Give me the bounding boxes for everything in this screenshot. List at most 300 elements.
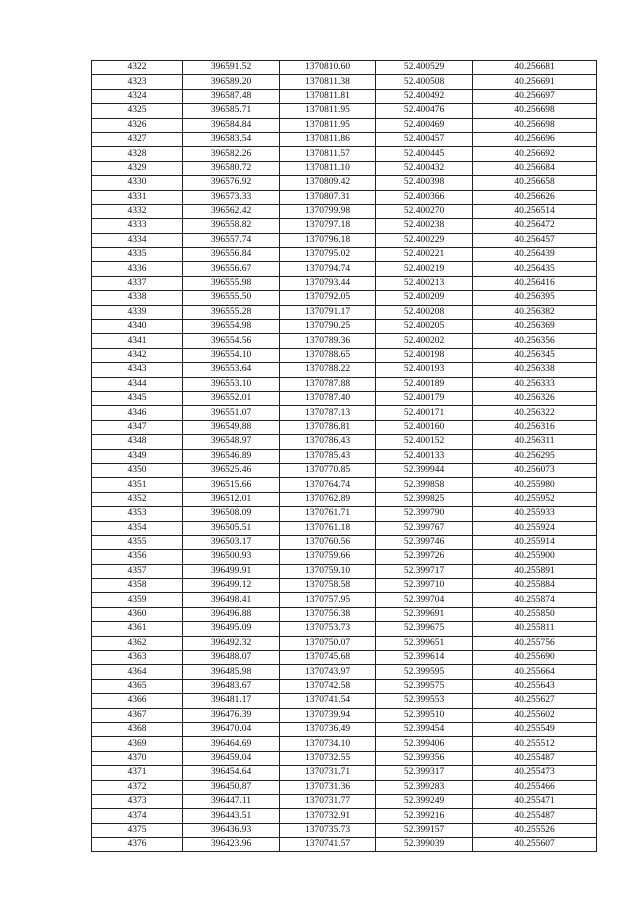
latitude-cell: 52.399691 <box>376 607 473 621</box>
longitude-cell: 40.255980 <box>473 478 597 492</box>
x-coordinate-cell: 396549.88 <box>183 420 280 434</box>
latitude-cell: 52.399858 <box>376 478 473 492</box>
longitude-cell: 40.256316 <box>473 420 597 434</box>
longitude-cell: 40.256696 <box>473 132 597 146</box>
longitude-cell: 40.255512 <box>473 737 597 751</box>
longitude-cell: 40.255526 <box>473 823 597 837</box>
table-row <box>92 132 597 146</box>
y-coordinate-cell: 1370787.40 <box>280 391 376 405</box>
x-coordinate-cell: 396553.10 <box>183 377 280 391</box>
longitude-cell: 40.256439 <box>473 248 597 262</box>
y-coordinate-cell: 1370809.42 <box>280 176 376 190</box>
y-coordinate-cell: 1370795.02 <box>280 248 376 262</box>
y-coordinate-cell: 1370739.94 <box>280 708 376 722</box>
point-number-cell: 4335 <box>92 248 183 262</box>
longitude-cell: 40.256691 <box>473 75 597 89</box>
longitude-cell: 40.255466 <box>473 780 597 794</box>
table-row <box>92 564 597 578</box>
latitude-cell: 52.400213 <box>376 276 473 290</box>
x-coordinate-cell: 396498.41 <box>183 593 280 607</box>
table-row <box>92 809 597 823</box>
longitude-cell: 40.255549 <box>473 722 597 736</box>
latitude-cell: 52.400270 <box>376 204 473 218</box>
table-row <box>92 794 597 808</box>
longitude-cell: 40.255891 <box>473 564 597 578</box>
longitude-cell: 40.255933 <box>473 507 597 521</box>
y-coordinate-cell: 1370811.81 <box>280 89 376 103</box>
y-coordinate-cell: 1370799.98 <box>280 204 376 218</box>
y-coordinate-cell: 1370786.81 <box>280 420 376 434</box>
longitude-cell: 40.256345 <box>473 348 597 362</box>
latitude-cell: 52.400229 <box>376 233 473 247</box>
y-coordinate-cell: 1370731.71 <box>280 766 376 780</box>
table-row <box>92 708 597 722</box>
latitude-cell: 52.400152 <box>376 435 473 449</box>
latitude-cell: 52.399317 <box>376 766 473 780</box>
longitude-cell: 40.255914 <box>473 535 597 549</box>
y-coordinate-cell: 1370761.71 <box>280 507 376 521</box>
table-row <box>92 823 597 837</box>
point-number-cell: 4352 <box>92 492 183 506</box>
point-number-cell: 4363 <box>92 651 183 665</box>
table-row <box>92 435 597 449</box>
y-coordinate-cell: 1370794.74 <box>280 262 376 276</box>
table-row <box>92 291 597 305</box>
longitude-cell: 40.255473 <box>473 766 597 780</box>
x-coordinate-cell: 396512.01 <box>183 492 280 506</box>
point-number-cell: 4329 <box>92 161 183 175</box>
x-coordinate-cell: 396554.98 <box>183 320 280 334</box>
latitude-cell: 52.400198 <box>376 348 473 362</box>
latitude-cell: 52.399651 <box>376 636 473 650</box>
y-coordinate-cell: 1370786.43 <box>280 435 376 449</box>
table-row <box>92 838 597 852</box>
point-number-cell: 4341 <box>92 334 183 348</box>
point-number-cell: 4367 <box>92 708 183 722</box>
point-number-cell: 4371 <box>92 766 183 780</box>
table-row <box>92 679 597 693</box>
latitude-cell: 52.400508 <box>376 75 473 89</box>
latitude-cell: 52.399216 <box>376 809 473 823</box>
point-number-cell: 4344 <box>92 377 183 391</box>
longitude-cell: 40.256681 <box>473 61 597 75</box>
table-row <box>92 694 597 708</box>
latitude-cell: 52.400398 <box>376 176 473 190</box>
longitude-cell: 40.256295 <box>473 449 597 463</box>
point-number-cell: 4339 <box>92 305 183 319</box>
x-coordinate-cell: 396555.98 <box>183 276 280 290</box>
table-row <box>92 233 597 247</box>
point-number-cell: 4323 <box>92 75 183 89</box>
longitude-cell: 40.256698 <box>473 104 597 118</box>
longitude-cell: 40.256073 <box>473 463 597 477</box>
table-row <box>92 535 597 549</box>
y-coordinate-cell: 1370735.73 <box>280 823 376 837</box>
point-number-cell: 4343 <box>92 363 183 377</box>
longitude-cell: 40.255607 <box>473 838 597 852</box>
longitude-cell: 40.255690 <box>473 651 597 665</box>
x-coordinate-cell: 396496.88 <box>183 607 280 621</box>
x-coordinate-cell: 396447.11 <box>183 794 280 808</box>
table-row <box>92 420 597 434</box>
x-coordinate-cell: 396443.51 <box>183 809 280 823</box>
x-coordinate-cell: 396552.01 <box>183 391 280 405</box>
point-number-cell: 4366 <box>92 694 183 708</box>
latitude-cell: 52.400219 <box>376 262 473 276</box>
longitude-cell: 40.255850 <box>473 607 597 621</box>
table-row <box>92 104 597 118</box>
point-number-cell: 4351 <box>92 478 183 492</box>
point-number-cell: 4365 <box>92 679 183 693</box>
y-coordinate-cell: 1370757.95 <box>280 593 376 607</box>
latitude-cell: 52.400445 <box>376 147 473 161</box>
latitude-cell: 52.399767 <box>376 521 473 535</box>
longitude-cell: 40.256369 <box>473 320 597 334</box>
longitude-cell: 40.255900 <box>473 550 597 564</box>
longitude-cell: 40.256333 <box>473 377 597 391</box>
y-coordinate-cell: 1370756.38 <box>280 607 376 621</box>
latitude-cell: 52.400179 <box>376 391 473 405</box>
point-number-cell: 4362 <box>92 636 183 650</box>
latitude-cell: 52.400193 <box>376 363 473 377</box>
longitude-cell: 40.256416 <box>473 276 597 290</box>
longitude-cell: 40.256395 <box>473 291 597 305</box>
latitude-cell: 52.399249 <box>376 794 473 808</box>
point-number-cell: 4354 <box>92 521 183 535</box>
latitude-cell: 52.399510 <box>376 708 473 722</box>
longitude-cell: 40.255952 <box>473 492 597 506</box>
table-row <box>92 176 597 190</box>
latitude-cell: 52.399717 <box>376 564 473 578</box>
table-row <box>92 579 597 593</box>
latitude-cell: 52.400160 <box>376 420 473 434</box>
y-coordinate-cell: 1370731.36 <box>280 780 376 794</box>
longitude-cell: 40.256658 <box>473 176 597 190</box>
y-coordinate-cell: 1370791.17 <box>280 305 376 319</box>
x-coordinate-cell: 396454.64 <box>183 766 280 780</box>
table-row <box>92 737 597 751</box>
point-number-cell: 4327 <box>92 132 183 146</box>
longitude-cell: 40.256435 <box>473 262 597 276</box>
x-coordinate-cell: 396500.93 <box>183 550 280 564</box>
point-number-cell: 4353 <box>92 507 183 521</box>
x-coordinate-cell: 396558.82 <box>183 219 280 233</box>
x-coordinate-cell: 396546.89 <box>183 449 280 463</box>
latitude-cell: 52.399710 <box>376 579 473 593</box>
y-coordinate-cell: 1370811.10 <box>280 161 376 175</box>
y-coordinate-cell: 1370811.57 <box>280 147 376 161</box>
table-row <box>92 118 597 132</box>
table-row <box>92 190 597 204</box>
latitude-cell: 52.399454 <box>376 722 473 736</box>
y-coordinate-cell: 1370785.43 <box>280 449 376 463</box>
x-coordinate-cell: 396562.42 <box>183 204 280 218</box>
table-row <box>92 751 597 765</box>
table-row <box>92 607 597 621</box>
x-coordinate-cell: 396499.91 <box>183 564 280 578</box>
x-coordinate-cell: 396476.39 <box>183 708 280 722</box>
point-number-cell: 4337 <box>92 276 183 290</box>
longitude-cell: 40.255487 <box>473 751 597 765</box>
table-row <box>92 89 597 103</box>
latitude-cell: 52.399944 <box>376 463 473 477</box>
x-coordinate-cell: 396548.97 <box>183 435 280 449</box>
y-coordinate-cell: 1370761.18 <box>280 521 376 535</box>
point-number-cell: 4345 <box>92 391 183 405</box>
table-row <box>92 722 597 736</box>
x-coordinate-cell: 396551.07 <box>183 406 280 420</box>
x-coordinate-cell: 396483.67 <box>183 679 280 693</box>
latitude-cell: 52.400529 <box>376 61 473 75</box>
x-coordinate-cell: 396555.50 <box>183 291 280 305</box>
table-row <box>92 377 597 391</box>
x-coordinate-cell: 396580.72 <box>183 161 280 175</box>
x-coordinate-cell: 396488.07 <box>183 651 280 665</box>
latitude-cell: 52.399595 <box>376 665 473 679</box>
y-coordinate-cell: 1370758.58 <box>280 579 376 593</box>
point-number-cell: 4364 <box>92 665 183 679</box>
point-number-cell: 4348 <box>92 435 183 449</box>
y-coordinate-cell: 1370790.25 <box>280 320 376 334</box>
table-row <box>92 478 597 492</box>
longitude-cell: 40.256684 <box>473 161 597 175</box>
latitude-cell: 52.400171 <box>376 406 473 420</box>
point-number-cell: 4325 <box>92 104 183 118</box>
table-row <box>92 651 597 665</box>
latitude-cell: 52.400221 <box>376 248 473 262</box>
x-coordinate-cell: 396492.32 <box>183 636 280 650</box>
x-coordinate-cell: 396587.48 <box>183 89 280 103</box>
table-row <box>92 521 597 535</box>
x-coordinate-cell: 396576.92 <box>183 176 280 190</box>
y-coordinate-cell: 1370787.88 <box>280 377 376 391</box>
y-coordinate-cell: 1370741.57 <box>280 838 376 852</box>
y-coordinate-cell: 1370750.07 <box>280 636 376 650</box>
y-coordinate-cell: 1370759.66 <box>280 550 376 564</box>
latitude-cell: 52.400476 <box>376 104 473 118</box>
latitude-cell: 52.400208 <box>376 305 473 319</box>
table-row <box>92 305 597 319</box>
latitude-cell: 52.399575 <box>376 679 473 693</box>
point-number-cell: 4342 <box>92 348 183 362</box>
latitude-cell: 52.400366 <box>376 190 473 204</box>
longitude-cell: 40.256692 <box>473 147 597 161</box>
longitude-cell: 40.255471 <box>473 794 597 808</box>
point-number-cell: 4356 <box>92 550 183 564</box>
x-coordinate-cell: 396436.93 <box>183 823 280 837</box>
longitude-cell: 40.255664 <box>473 665 597 679</box>
point-number-cell: 4358 <box>92 579 183 593</box>
x-coordinate-cell: 396554.10 <box>183 348 280 362</box>
x-coordinate-cell: 396554.56 <box>183 334 280 348</box>
latitude-cell: 52.400469 <box>376 118 473 132</box>
latitude-cell: 52.399356 <box>376 751 473 765</box>
table-row <box>92 161 597 175</box>
longitude-cell: 40.256326 <box>473 391 597 405</box>
x-coordinate-cell: 396583.54 <box>183 132 280 146</box>
point-number-cell: 4324 <box>92 89 183 103</box>
point-number-cell: 4375 <box>92 823 183 837</box>
point-number-cell: 4330 <box>92 176 183 190</box>
y-coordinate-cell: 1370789.36 <box>280 334 376 348</box>
y-coordinate-cell: 1370811.86 <box>280 132 376 146</box>
table-row <box>92 780 597 794</box>
y-coordinate-cell: 1370788.65 <box>280 348 376 362</box>
table-row <box>92 593 597 607</box>
point-number-cell: 4338 <box>92 291 183 305</box>
table-row <box>92 248 597 262</box>
latitude-cell: 52.400133 <box>376 449 473 463</box>
longitude-cell: 40.256382 <box>473 305 597 319</box>
latitude-cell: 52.399726 <box>376 550 473 564</box>
latitude-cell: 52.400202 <box>376 334 473 348</box>
x-coordinate-cell: 396585.71 <box>183 104 280 118</box>
longitude-cell: 40.256626 <box>473 190 597 204</box>
point-number-cell: 4355 <box>92 535 183 549</box>
point-number-cell: 4347 <box>92 420 183 434</box>
x-coordinate-cell: 396505.51 <box>183 521 280 535</box>
point-number-cell: 4328 <box>92 147 183 161</box>
y-coordinate-cell: 1370736.49 <box>280 722 376 736</box>
x-coordinate-cell: 396499.12 <box>183 579 280 593</box>
table-row <box>92 334 597 348</box>
x-coordinate-cell: 396557.74 <box>183 233 280 247</box>
table-row <box>92 391 597 405</box>
y-coordinate-cell: 1370788.22 <box>280 363 376 377</box>
x-coordinate-cell: 396423.96 <box>183 838 280 852</box>
table-row <box>92 406 597 420</box>
longitude-cell: 40.256698 <box>473 118 597 132</box>
y-coordinate-cell: 1370731.77 <box>280 794 376 808</box>
table-row <box>92 463 597 477</box>
longitude-cell: 40.256514 <box>473 204 597 218</box>
latitude-cell: 52.400432 <box>376 161 473 175</box>
x-coordinate-cell: 396470.04 <box>183 722 280 736</box>
longitude-cell: 40.255602 <box>473 708 597 722</box>
y-coordinate-cell: 1370787.13 <box>280 406 376 420</box>
x-coordinate-cell: 396584.84 <box>183 118 280 132</box>
latitude-cell: 52.399157 <box>376 823 473 837</box>
y-coordinate-cell: 1370796.18 <box>280 233 376 247</box>
x-coordinate-cell: 396459.04 <box>183 751 280 765</box>
table-row <box>92 766 597 780</box>
y-coordinate-cell: 1370793.44 <box>280 276 376 290</box>
latitude-cell: 52.400492 <box>376 89 473 103</box>
y-coordinate-cell: 1370810.60 <box>280 61 376 75</box>
longitude-cell: 40.255756 <box>473 636 597 650</box>
x-coordinate-cell: 396582.26 <box>183 147 280 161</box>
y-coordinate-cell: 1370792.05 <box>280 291 376 305</box>
y-coordinate-cell: 1370743.97 <box>280 665 376 679</box>
table-row <box>92 622 597 636</box>
table-row <box>92 363 597 377</box>
latitude-cell: 52.399406 <box>376 737 473 751</box>
table-row <box>92 507 597 521</box>
y-coordinate-cell: 1370760.56 <box>280 535 376 549</box>
longitude-cell: 40.256457 <box>473 233 597 247</box>
x-coordinate-cell: 396573.33 <box>183 190 280 204</box>
x-coordinate-cell: 396481.17 <box>183 694 280 708</box>
y-coordinate-cell: 1370741.54 <box>280 694 376 708</box>
latitude-cell: 52.399283 <box>376 780 473 794</box>
y-coordinate-cell: 1370762.89 <box>280 492 376 506</box>
x-coordinate-cell: 396464.69 <box>183 737 280 751</box>
table-row <box>92 61 597 75</box>
point-number-cell: 4333 <box>92 219 183 233</box>
x-coordinate-cell: 396591.52 <box>183 61 280 75</box>
table-row <box>92 219 597 233</box>
x-coordinate-cell: 396503.17 <box>183 535 280 549</box>
y-coordinate-cell: 1370811.38 <box>280 75 376 89</box>
point-number-cell: 4373 <box>92 794 183 808</box>
longitude-cell: 40.256311 <box>473 435 597 449</box>
point-number-cell: 4334 <box>92 233 183 247</box>
coordinates-table-body <box>92 61 597 852</box>
table-row <box>92 147 597 161</box>
x-coordinate-cell: 396556.67 <box>183 262 280 276</box>
point-number-cell: 4349 <box>92 449 183 463</box>
table-row <box>92 636 597 650</box>
point-number-cell: 4370 <box>92 751 183 765</box>
y-coordinate-cell: 1370764.74 <box>280 478 376 492</box>
point-number-cell: 4361 <box>92 622 183 636</box>
point-number-cell: 4357 <box>92 564 183 578</box>
table-row <box>92 276 597 290</box>
table-row <box>92 550 597 564</box>
latitude-cell: 52.399614 <box>376 651 473 665</box>
table-row <box>92 75 597 89</box>
longitude-cell: 40.256472 <box>473 219 597 233</box>
table-row <box>92 262 597 276</box>
x-coordinate-cell: 396556.84 <box>183 248 280 262</box>
point-number-cell: 4322 <box>92 61 183 75</box>
point-number-cell: 4332 <box>92 204 183 218</box>
longitude-cell: 40.255487 <box>473 809 597 823</box>
longitude-cell: 40.256697 <box>473 89 597 103</box>
x-coordinate-cell: 396553.64 <box>183 363 280 377</box>
point-number-cell: 4372 <box>92 780 183 794</box>
x-coordinate-cell: 396525.46 <box>183 463 280 477</box>
table-row <box>92 449 597 463</box>
point-number-cell: 4336 <box>92 262 183 276</box>
longitude-cell: 40.255643 <box>473 679 597 693</box>
latitude-cell: 52.399825 <box>376 492 473 506</box>
table-row <box>92 320 597 334</box>
latitude-cell: 52.400457 <box>376 132 473 146</box>
longitude-cell: 40.256322 <box>473 406 597 420</box>
y-coordinate-cell: 1370745.68 <box>280 651 376 665</box>
y-coordinate-cell: 1370811.95 <box>280 104 376 118</box>
longitude-cell: 40.255811 <box>473 622 597 636</box>
y-coordinate-cell: 1370732.91 <box>280 809 376 823</box>
x-coordinate-cell: 396485.98 <box>183 665 280 679</box>
x-coordinate-cell: 396508.09 <box>183 507 280 521</box>
x-coordinate-cell: 396555.28 <box>183 305 280 319</box>
point-number-cell: 4374 <box>92 809 183 823</box>
y-coordinate-cell: 1370753.73 <box>280 622 376 636</box>
y-coordinate-cell: 1370732.55 <box>280 751 376 765</box>
latitude-cell: 52.400209 <box>376 291 473 305</box>
point-number-cell: 4359 <box>92 593 183 607</box>
point-number-cell: 4360 <box>92 607 183 621</box>
point-number-cell: 4368 <box>92 722 183 736</box>
latitude-cell: 52.399790 <box>376 507 473 521</box>
coordinates-table <box>91 60 597 852</box>
longitude-cell: 40.256338 <box>473 363 597 377</box>
latitude-cell: 52.400238 <box>376 219 473 233</box>
y-coordinate-cell: 1370742.58 <box>280 679 376 693</box>
longitude-cell: 40.256356 <box>473 334 597 348</box>
